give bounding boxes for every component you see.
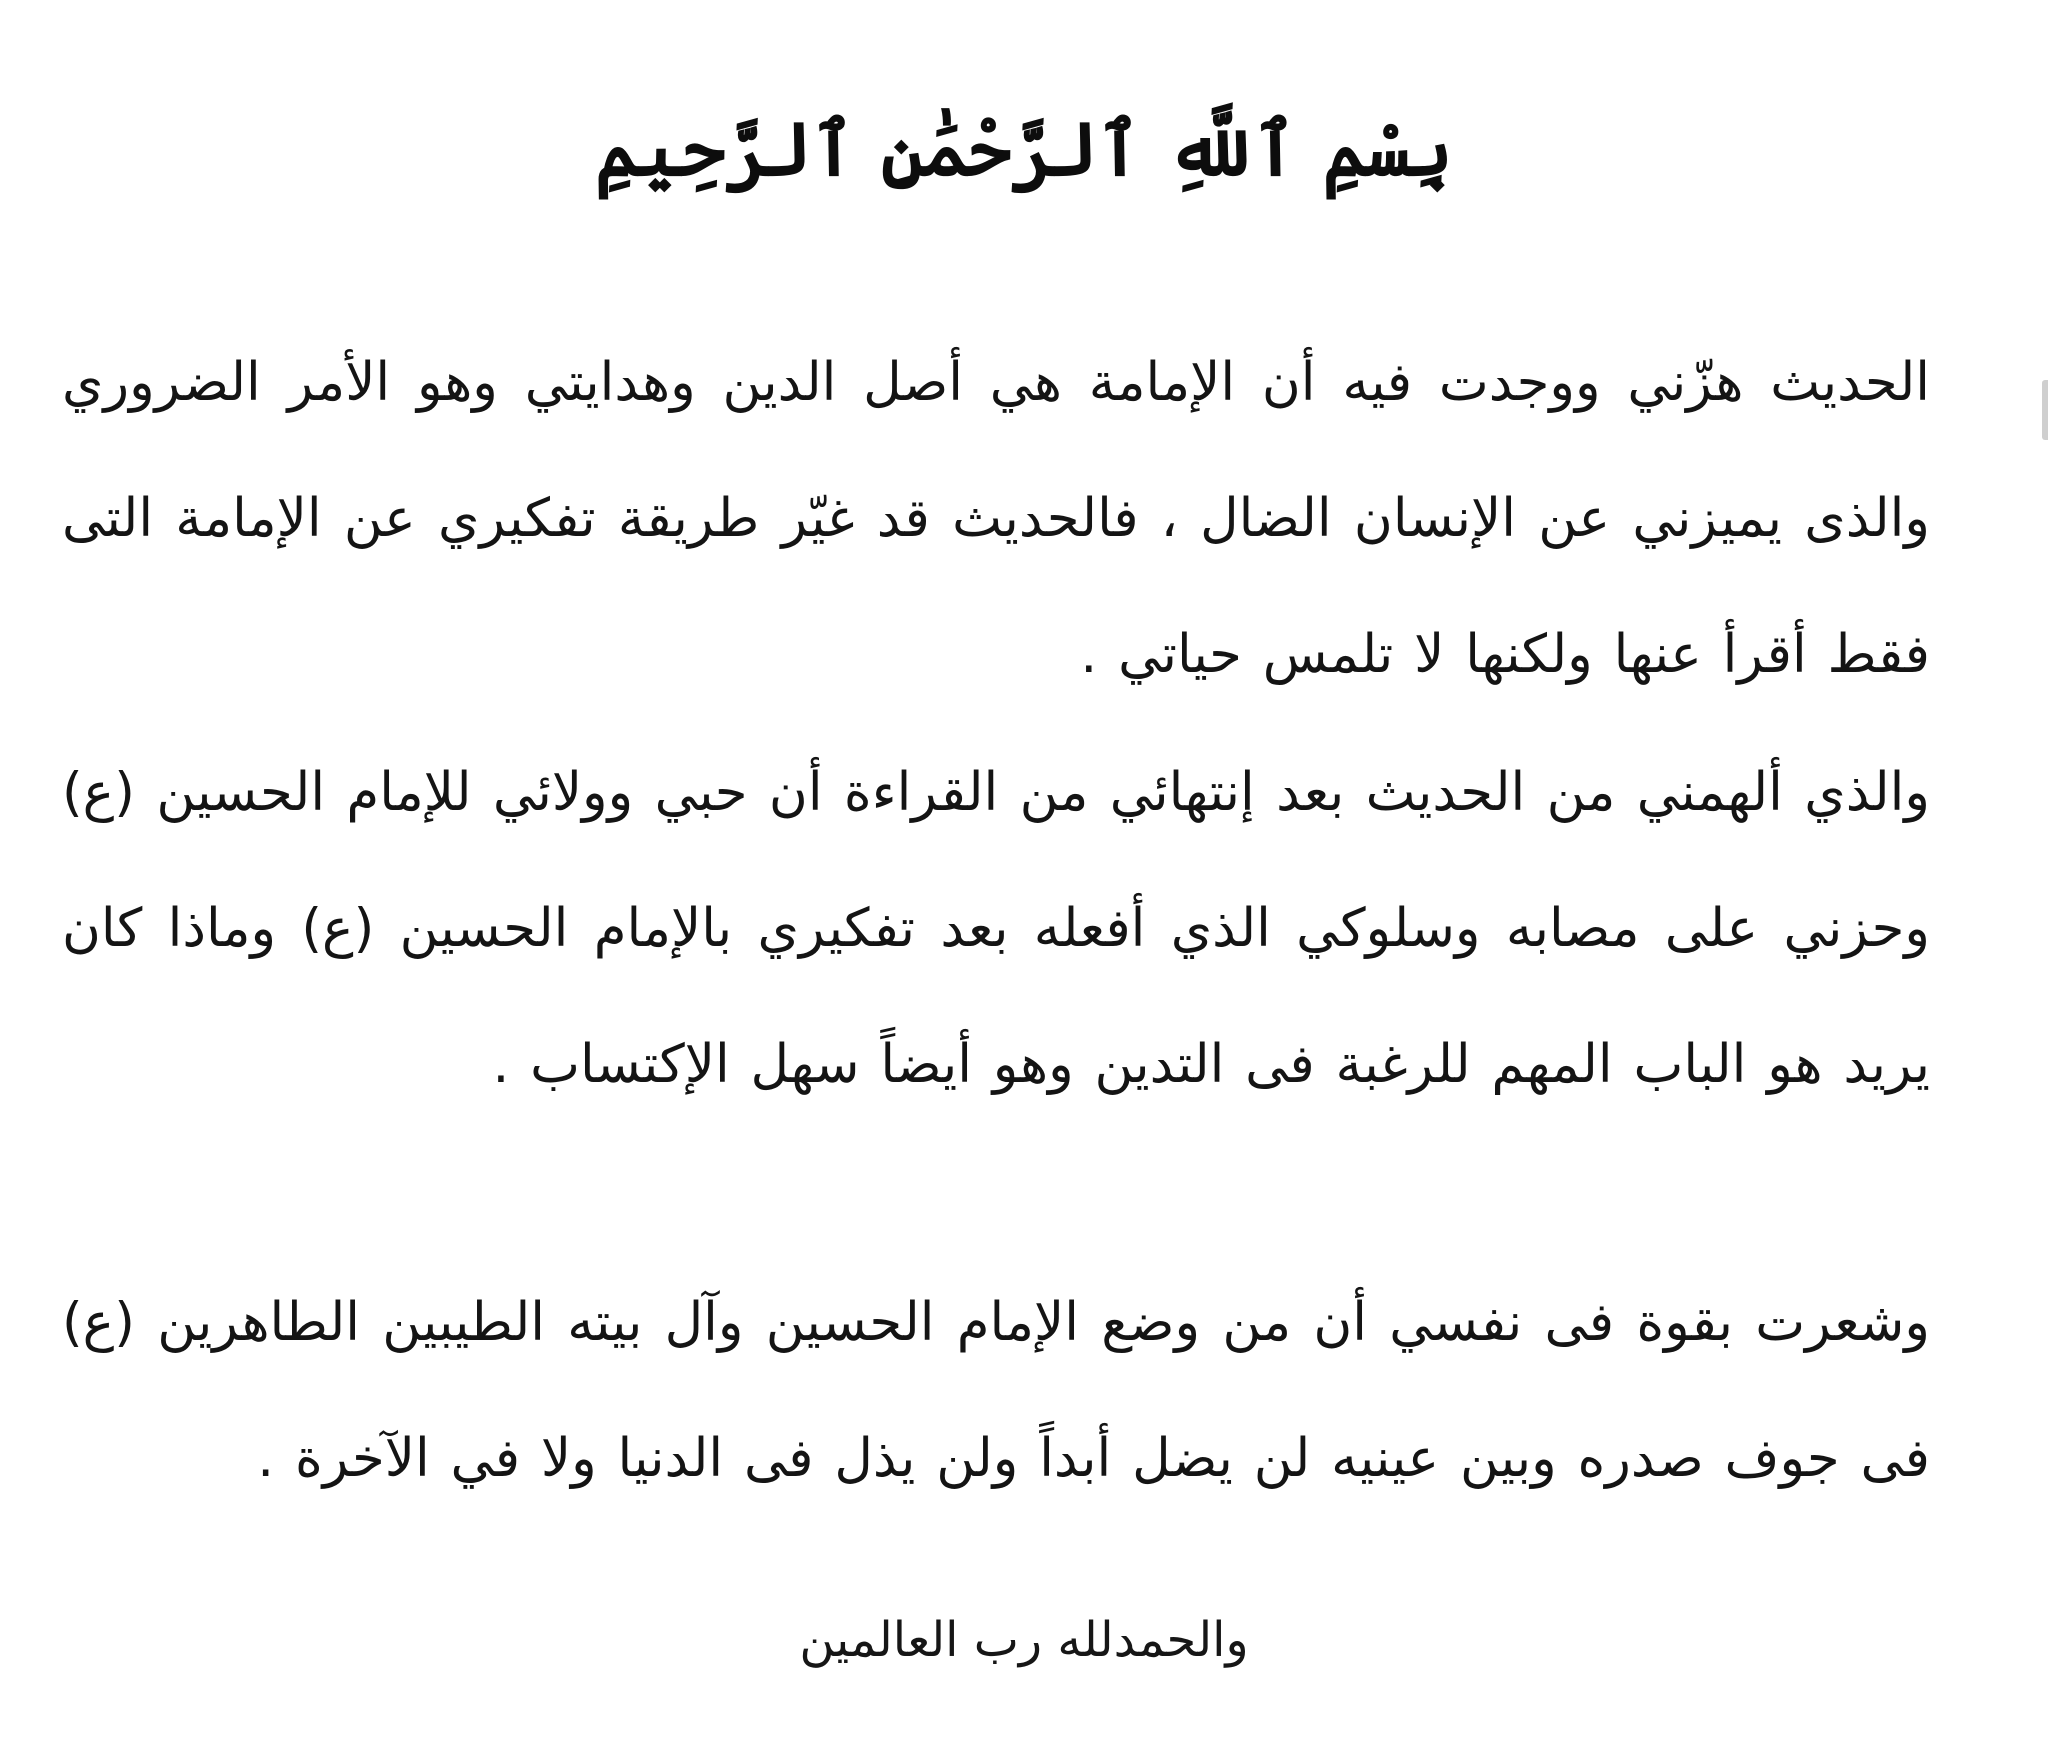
paragraph-2: والذي ألهمني من الحديث بعد إنتهائي من القراءة أن حبي وولائي للإمام الحسين (ع) وحزني على مصابه وسلوكي الذي أفعله بعد تفكيري بالإمام الحسين (ع) وماذا كان يريد هو الباب المهم للرغبة فى التدين وهو أيضاً سهل الإكتساب .: [62, 762, 1930, 1095]
paragraph-1: الحديث هزّني ووجدت فيه أن الإمامة هي أصل الدين وهدايتي وهو الأمر الضروري والذى يميزني عن الإنسان الضال ، فالحديث قد غيّر طريقة تفكيري عن الإمامة التى فقط أقرأ عنها ولكنها لا تلمس حياتي .: [62, 352, 1930, 685]
scan-edge-mark: [2042, 380, 2048, 440]
basmala-heading: بِسْمِ ٱللَّهِ ٱلرَّحْمَٰنِ ٱلرَّحِيمِ: [595, 107, 1453, 193]
closing-line: والحمدلله رب العالمين: [799, 1612, 1249, 1668]
paragraph-3: وشعرت بقوة فى نفسي أن من وضع الإمام الحسين وآل بيته الطيبين الطاهرين (ع) فى جوف صدره وبين عينيه لن يضل أبداً ولن يذل فى الدنيا ولا في الآخرة .: [62, 1292, 1930, 1489]
